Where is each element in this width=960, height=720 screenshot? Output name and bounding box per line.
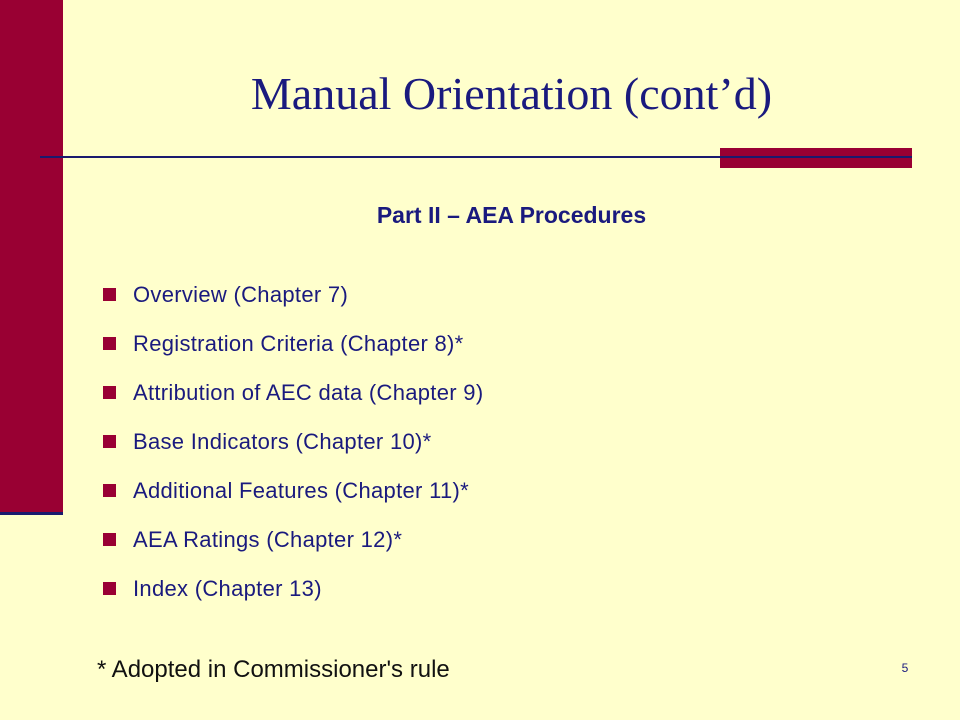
bullet-text: Registration Criteria (Chapter 8)*	[133, 330, 464, 356]
bullet-item	[103, 564, 483, 613]
left-accent-bar-edge	[0, 512, 63, 515]
square-bullet-icon	[103, 435, 116, 448]
footnote: * Adopted in Commissioner's rule	[97, 656, 450, 683]
bullet-text: Base Indicators (Chapter 10)*	[133, 428, 432, 454]
slide-title: Manual Orientation (cont’d)	[250, 68, 773, 119]
bullet-item	[103, 417, 483, 466]
square-bullet-icon	[103, 484, 116, 497]
bullet-item	[103, 368, 483, 417]
bullet-list	[103, 270, 483, 613]
square-bullet-icon	[103, 337, 116, 350]
bullet-item	[103, 466, 483, 515]
square-bullet-icon	[103, 582, 116, 595]
bullet-text: Overview (Chapter 7)	[133, 281, 349, 307]
square-bullet-icon	[103, 288, 116, 301]
bullet-text: Additional Features (Chapter 11)*	[133, 477, 470, 503]
slide-number: 5	[901, 661, 909, 675]
bullet-item	[103, 515, 483, 564]
title-divider-stripe	[720, 156, 912, 158]
bullet-item	[103, 319, 483, 368]
bullet-item	[103, 270, 483, 319]
slide-subtitle: Part II – AEA Procedures	[376, 202, 647, 228]
title-divider-accent-block	[720, 148, 912, 168]
bullet-text: AEA Ratings (Chapter 12)*	[133, 526, 403, 552]
bullet-text: Attribution of AEC data (Chapter 9)	[133, 379, 484, 405]
square-bullet-icon	[103, 386, 116, 399]
bullet-text: Index (Chapter 13)	[133, 575, 322, 601]
left-accent-bar	[0, 0, 63, 512]
square-bullet-icon	[103, 533, 116, 546]
